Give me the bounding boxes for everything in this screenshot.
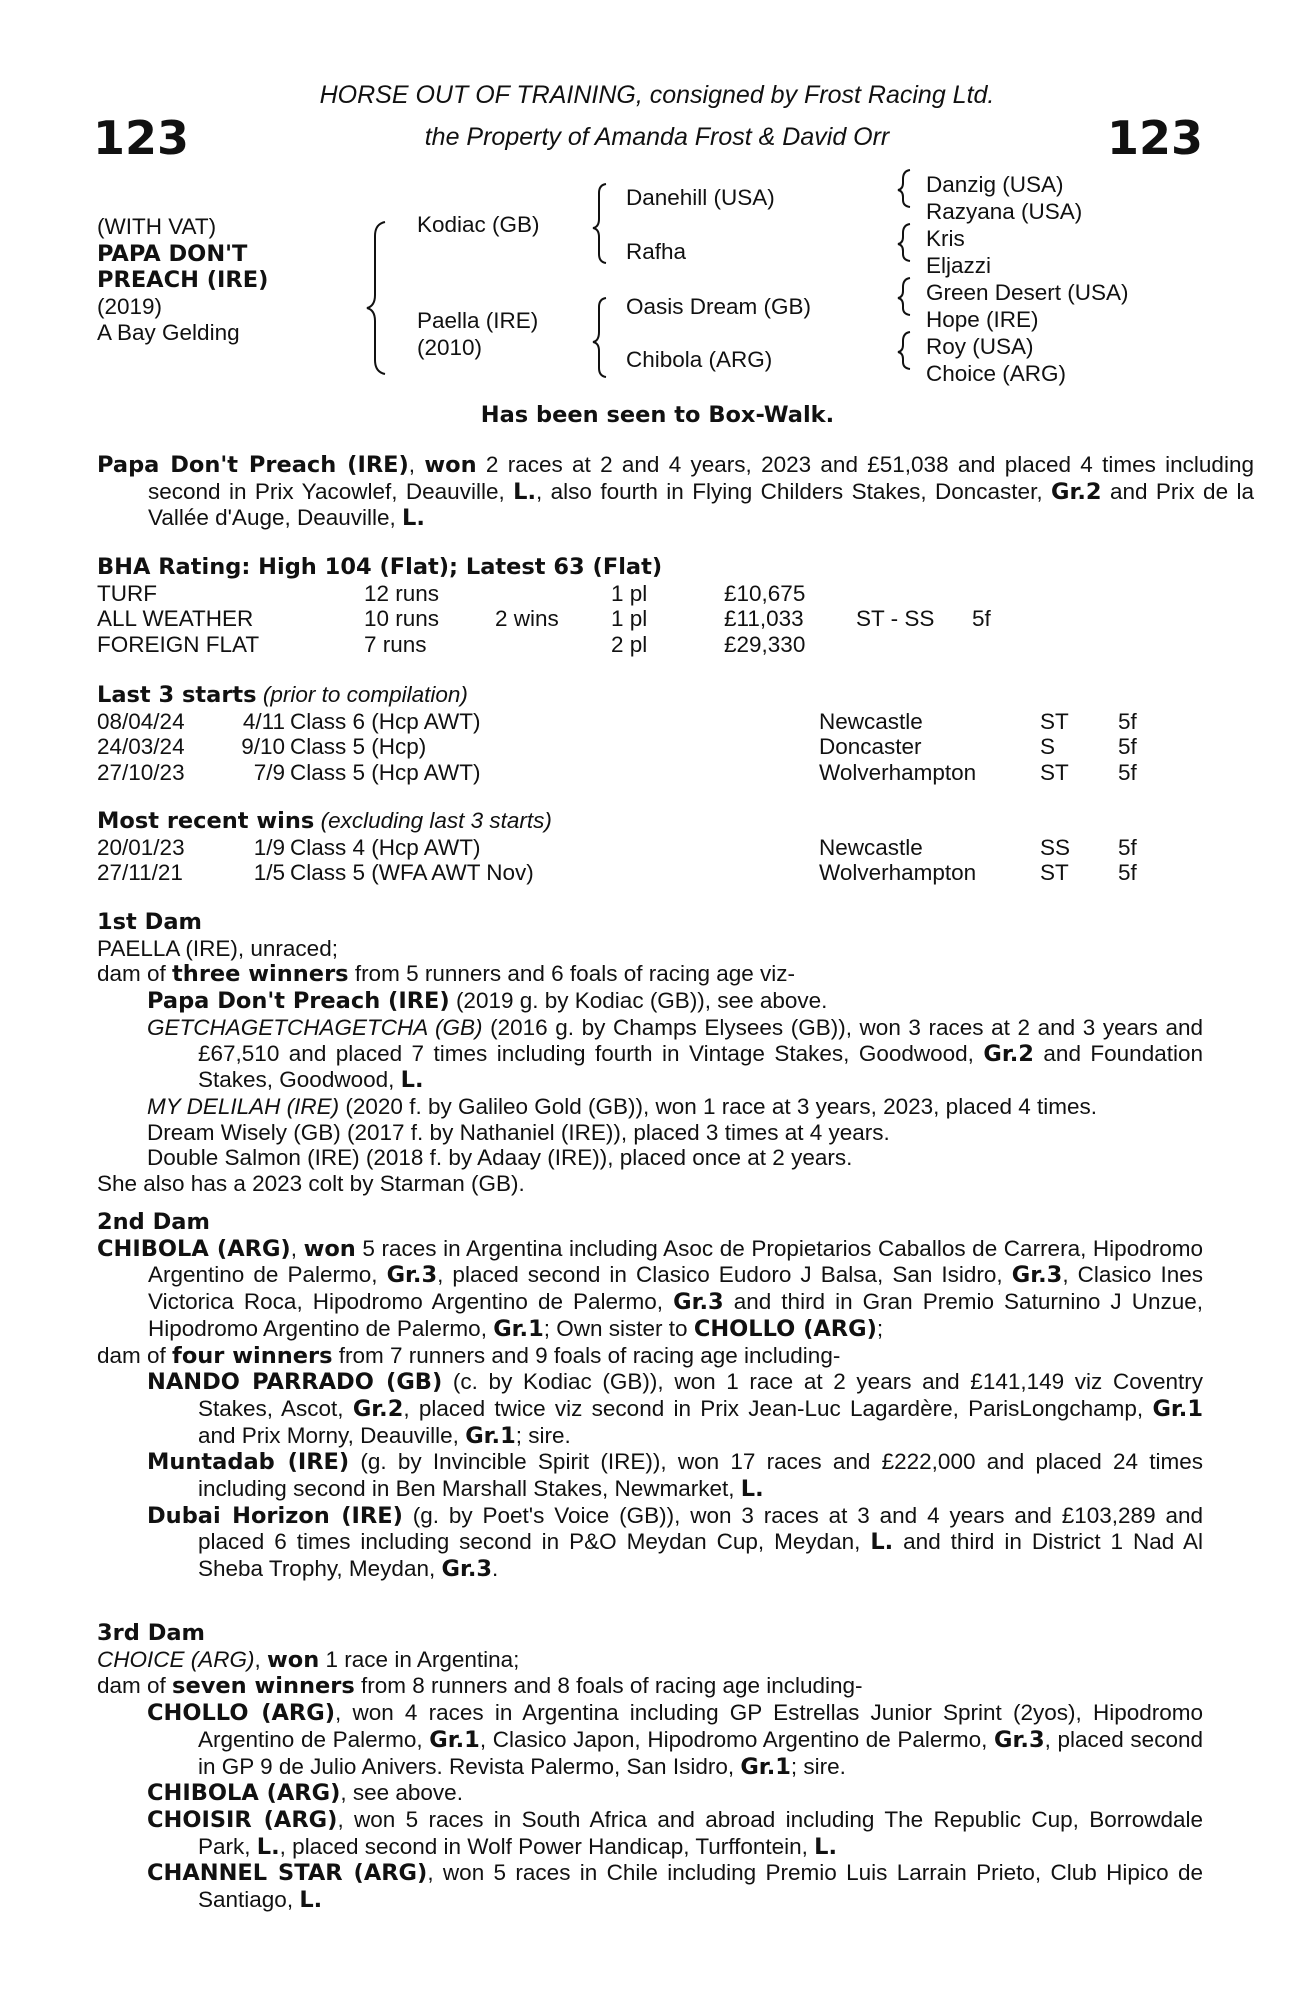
bha-prize: £10,675 xyxy=(724,580,806,606)
pedigree-sire-sire: Danehill (USA) xyxy=(626,185,775,210)
produce-entry xyxy=(97,1369,1203,1449)
listed-badge: L. xyxy=(870,1529,894,1556)
produce-text: , placed second in Wolf Power Handicap, Turffontein, xyxy=(279,1833,815,1859)
group-badge: Gr.3 xyxy=(994,1726,1045,1753)
start-class: Class 6 (Hcp AWT) xyxy=(290,708,481,734)
bha-prize: £11,033 xyxy=(724,606,804,632)
win-course: Wolverhampton xyxy=(819,860,977,886)
start-row xyxy=(97,760,1203,786)
dam-of-text: dam of xyxy=(97,1673,173,1699)
dam-text: , placed second in Clasico Eudoro J Balsa, San Isidro, xyxy=(437,1262,1012,1288)
won-label: won xyxy=(303,1235,356,1262)
g4-ancestor: Eljazzi xyxy=(926,253,992,278)
produce-entry xyxy=(97,1860,1203,1913)
bha-distance: 5f xyxy=(972,606,991,632)
produce-name: NANDO PARRADO (GB) xyxy=(147,1369,443,1396)
summary-text: 2 races at 2 and 4 years, 2023 and £51,038 and placed 4 times including second in Prix Yacowlef, Deauville, xyxy=(148,452,1254,504)
listed-badge: L. xyxy=(256,1833,280,1860)
bha-rating-section xyxy=(97,555,1203,658)
produce-entry xyxy=(97,1449,1203,1502)
section-title: 3rd Dam xyxy=(97,1620,205,1646)
win-course: Newcastle xyxy=(819,834,923,860)
start-course: Doncaster xyxy=(819,734,922,760)
section-title: Most recent wins xyxy=(97,808,315,834)
group-badge: Gr.3 xyxy=(1011,1262,1063,1289)
group-badge: Gr.1 xyxy=(740,1753,791,1780)
group-badge: Gr.3 xyxy=(441,1556,493,1583)
dam-of-line xyxy=(97,1673,1203,1700)
win-distance: 5f xyxy=(1118,860,1137,886)
win-position: 1/5 xyxy=(253,860,285,886)
group-badge: Gr.1 xyxy=(493,1315,544,1342)
header-property: the Property of Amanda Frost & David Orr xyxy=(424,123,890,151)
produce-name: Muntadab (IRE) xyxy=(147,1449,350,1476)
horse-description: A Bay Gelding xyxy=(97,320,240,345)
most-recent-wins xyxy=(97,808,1203,886)
sibling-name: CHOLLO (ARG) xyxy=(693,1315,877,1342)
produce-text: , won 4 races in Argentina including GP Estrellas Junior Sprint (2yos), Hipodromo Argentino de Palermo, xyxy=(198,1700,1203,1752)
listed-badge: L. xyxy=(513,478,537,505)
dam-of-line xyxy=(97,1343,1203,1370)
produce-entry: Dream Wisely (GB) (2017 f. by Nathaniel (IRE)), placed 3 times at 4 years. xyxy=(147,1119,890,1145)
produce-entry xyxy=(97,1503,1203,1583)
produce-text: (c. by Kodiac (GB)), won 1 race at 2 years and £141,149 viz Coventry Stakes, Ascot, xyxy=(198,1369,1203,1421)
win-distance: 5f xyxy=(1118,834,1137,860)
bha-going: ST - SS xyxy=(856,606,935,632)
dam-of-text: dam of xyxy=(97,1342,173,1368)
produce-text: , won 5 races in South Africa and abroad including The Republic Cup, Borrowdale Park, xyxy=(198,1806,1203,1859)
win-date: 27/11/21 xyxy=(97,860,183,886)
produce-name: CHIBOLA (ARG) xyxy=(147,1780,341,1807)
win-date: 20/01/23 xyxy=(97,834,185,860)
pedigree-dam-sire: Oasis Dream (GB) xyxy=(626,294,812,319)
group-badge: Gr.3 xyxy=(673,1289,724,1316)
produce-name: CHOISIR (ARG) xyxy=(147,1806,338,1833)
win-going: SS xyxy=(1040,834,1071,860)
bha-wins: 2 wins xyxy=(495,606,559,632)
group-badge: Gr.2 xyxy=(1050,478,1102,505)
dam-of-text: from 8 runners and 8 foals of racing age including- xyxy=(354,1673,863,1699)
listed-badge: L. xyxy=(400,1067,424,1094)
win-class: Class 4 (Hcp AWT) xyxy=(290,834,481,860)
also-has-line: She also has a 2023 colt by Starman (GB). xyxy=(97,1171,525,1197)
bha-runs: 7 runs xyxy=(364,632,427,658)
listed-badge: L. xyxy=(402,505,425,532)
produce-text: (g. by Invincible Spirit (IRE)), won 17 races and £222,000 and placed 24 times including second in Ben Marshall Stakes, Newmarket, xyxy=(198,1449,1203,1502)
header-consignor: HORSE OUT OF TRAINING, consigned by Frost Racing Ltd. xyxy=(319,81,995,109)
start-class: Class 5 (Hcp) xyxy=(290,734,427,760)
produce-text: , placed twice viz second in Prix Jean-Luc Lagardère, ParisLongchamp, xyxy=(403,1395,1153,1421)
produce-text: and Prix Morny, Deauville, xyxy=(198,1422,466,1448)
section-subtitle: (prior to compilation) xyxy=(262,682,468,707)
produce-text: (2019 g. by Kodiac (GB)), see above. xyxy=(449,988,828,1014)
start-date: 24/03/24 xyxy=(97,734,185,760)
dam-name: CHIBOLA (ARG) xyxy=(97,1235,291,1262)
bha-row xyxy=(97,632,1203,658)
produce-name: GETCHAGETCHAGETCHA (GB) xyxy=(147,1014,483,1040)
win-going: ST xyxy=(1040,860,1069,886)
group-badge: Gr.2 xyxy=(352,1395,404,1422)
produce-text: , placed second in GP 9 de Julio Anivers. Revista Palermo, San Isidro, xyxy=(198,1726,1203,1779)
group-badge: Gr.2 xyxy=(983,1040,1034,1067)
first-dam-section xyxy=(97,910,1203,1197)
bha-rating-title: BHA Rating: High 104 (Flat); Latest 63 (Flat) xyxy=(97,554,663,580)
summary-text: , also fourth in Flying Childers Stakes, Doncaster, xyxy=(536,478,1051,504)
start-date: 27/10/23 xyxy=(97,760,185,786)
winners-count: three winners xyxy=(172,961,349,988)
start-distance: 5f xyxy=(1118,734,1137,760)
pedigree-dam: Paella (IRE) xyxy=(417,308,539,333)
vat-label: (WITH VAT) xyxy=(97,214,217,239)
produce-text: , Clasico Japon, Hipodromo Argentino de Palermo, xyxy=(479,1726,995,1752)
produce-entry xyxy=(97,1015,1203,1094)
start-distance: 5f xyxy=(1118,708,1137,734)
third-dam-section xyxy=(97,1621,1203,1914)
produce-text: (2020 f. by Galileo Gold (GB)), won 1 race at 3 years, 2023, placed 4 times. xyxy=(339,1093,1098,1119)
produce-entry xyxy=(97,988,1203,1015)
start-position: 4/11 xyxy=(242,708,285,734)
produce-name: CHOLLO (ARG) xyxy=(147,1700,336,1727)
produce-text: , won 5 races in Chile including Premio Luis Larrain Prieto, Club Hipico de Santiago, xyxy=(198,1860,1204,1913)
start-row xyxy=(97,734,1203,760)
start-class: Class 5 (Hcp AWT) xyxy=(290,760,481,786)
winners-count: seven winners xyxy=(172,1673,355,1700)
produce-text: and Foundation Stakes, Goodwood, xyxy=(198,1040,1203,1093)
section-title: 1st Dam xyxy=(97,909,202,935)
bha-prize: £29,330 xyxy=(724,632,806,658)
horse-year: (2019) xyxy=(97,293,163,319)
g4-ancestor: Danzig (USA) xyxy=(926,172,1064,197)
dam-text: ; xyxy=(876,1315,884,1341)
dam-of-text: from 5 runners and 6 foals of racing age viz- xyxy=(348,961,796,987)
bha-runs: 10 runs xyxy=(364,606,440,632)
pedigree-sire-dam: Rafha xyxy=(626,239,687,264)
win-row xyxy=(97,835,1203,861)
group-badge: Gr.1 xyxy=(429,1726,480,1753)
dam-record xyxy=(97,1647,1203,1674)
start-position: 9/10 xyxy=(241,734,285,760)
g4-ancestor: Razyana (USA) xyxy=(926,199,1083,224)
dam-text: and third in Gran Premio Saturnino J Unzue, Hipodromo Argentino de Palermo, xyxy=(148,1289,1203,1341)
bha-row xyxy=(97,581,1203,607)
dam-line: PAELLA (IRE), unraced; xyxy=(97,935,338,961)
won-label: won xyxy=(424,452,477,478)
start-going: ST xyxy=(1040,708,1069,734)
produce-entry xyxy=(97,1780,1203,1807)
horse-name-line1: PAPA DON'T xyxy=(97,240,248,267)
won-label: won xyxy=(267,1646,320,1673)
section-title: Last 3 starts xyxy=(97,682,257,708)
bha-placed: 1 pl xyxy=(611,606,648,632)
g4-ancestor: Roy (USA) xyxy=(926,334,1034,359)
dam-text: 5 races in Argentina including Asoc de Propietarios Caballos de Carrera, Hipodromo Argentino de Palermo, xyxy=(148,1235,1203,1288)
bha-surface: FOREIGN FLAT xyxy=(97,632,260,658)
lot-number-right: 123 xyxy=(1106,111,1203,165)
g4-ancestor: Kris xyxy=(926,226,965,251)
bha-surface: ALL WEATHER xyxy=(97,606,254,632)
horse-name-line2: PREACH (IRE) xyxy=(97,267,269,293)
produce-name: Papa Don't Preach (IRE) xyxy=(147,988,450,1015)
g4-ancestor: Choice (ARG) xyxy=(926,361,1067,386)
listed-badge: L. xyxy=(814,1833,838,1860)
second-dam-section xyxy=(97,1210,1203,1583)
summary-text: and Prix de la Vallée d'Auge, Deauville, xyxy=(148,478,1254,531)
produce-text: , see above. xyxy=(340,1780,463,1806)
listed-badge: L. xyxy=(740,1476,764,1503)
produce-text: ; sire. xyxy=(515,1422,571,1448)
start-position: 7/9 xyxy=(253,760,285,786)
win-position: 1/9 xyxy=(253,834,285,860)
start-course: Newcastle xyxy=(819,708,923,734)
produce-entry xyxy=(97,1094,1203,1120)
start-course: Wolverhampton xyxy=(819,760,977,786)
bha-runs: 12 runs xyxy=(364,580,440,606)
box-walk-note: Has been seen to Box-Walk. xyxy=(480,402,835,428)
race-record-summary: Papa Don't Preach (IRE), won 2 races at 2 and 4 years, 2023 and £51,038 and placed 4 times including second in Prix Yacowlef, Deauville, L., also fourth in Flying Childers Stakes, Doncaster, Gr.2 and Prix de la Vallée d'Auge, Deauville, L. xyxy=(97,452,1254,532)
g4-ancestor: Hope (IRE) xyxy=(926,307,1039,332)
group-badge: Gr.1 xyxy=(1152,1395,1203,1422)
produce-text: . xyxy=(492,1556,499,1582)
bha-placed: 2 pl xyxy=(611,632,648,658)
last-three-starts xyxy=(97,682,1203,786)
produce-name: MY DELILAH (IRE) xyxy=(147,1093,340,1119)
horse-name: Papa Don't Preach (IRE) xyxy=(97,452,409,478)
bha-surface: TURF xyxy=(97,580,157,606)
produce-entry: Double Salmon (IRE) (2018 f. by Adaay (IRE)), placed once at 2 years. xyxy=(147,1145,853,1171)
dam-name: CHOICE (ARG) xyxy=(97,1646,255,1672)
dam-text: , Clasico Ines Victorica Roca, Hipodromo Argentino de Palermo, xyxy=(148,1262,1203,1315)
dam-record: CHIBOLA (ARG), won 5 races in Argentina including Asoc de Propietarios Caballos de Carrera, Hipodromo Argentino de Palermo, Gr.3, placed second in Clasico Eudoro J Balsa, San Isidro, Gr.3, Clasico Ines Victorica Roca, Hipodromo Argentino de Palermo, Gr.3 and third in Gran Premio Saturnino J Unzue, Hipodromo Argentino de Palermo, Gr.1; Own sister to CHOLLO (ARG); xyxy=(97,1235,1203,1342)
pedigree-sire: Kodiac (GB) xyxy=(417,212,540,237)
start-going: S xyxy=(1040,734,1056,760)
winners-count: four winners xyxy=(172,1342,333,1369)
bha-row xyxy=(97,606,1203,632)
start-date: 08/04/24 xyxy=(97,708,185,734)
dam-text: , xyxy=(254,1646,268,1672)
produce-entry xyxy=(97,1700,1203,1780)
produce-text: and third in District 1 Nad Al Sheba Trophy, Meydan, xyxy=(198,1529,1203,1582)
pedigree-dam-year: (2010) xyxy=(417,335,483,360)
produce-text: ; sire. xyxy=(790,1753,846,1779)
dam-of-line xyxy=(97,961,1203,988)
group-badge: Gr.1 xyxy=(465,1422,516,1449)
listed-badge: L. xyxy=(299,1887,323,1914)
dam-of-text: from 7 runners and 9 foals of racing age including- xyxy=(332,1342,841,1368)
bha-placed: 1 pl xyxy=(611,580,648,606)
pedigree-dam-dam: Chibola (ARG) xyxy=(626,347,773,372)
produce-text: (2016 g. by Champs Elysees (GB)), won 3 races at 2 and 3 years and £67,510 and placed 7 times including fourth in Vintage Stakes, Goodwood, xyxy=(198,1014,1203,1066)
section-title: 2nd Dam xyxy=(97,1209,210,1235)
pedigree-fourth-generation xyxy=(926,171,1129,387)
section-subtitle: (excluding last 3 starts) xyxy=(320,808,552,833)
produce-text: (g. by Poet's Voice (GB)), won 3 races at 3 and 4 years and £103,289 and placed 6 times including second in P&O Meydan Cup, Meydan, xyxy=(198,1502,1203,1555)
g4-ancestor: Green Desert (USA) xyxy=(926,280,1129,305)
dam-text: ; Own sister to xyxy=(543,1315,694,1341)
dam-of-text: dam of xyxy=(97,961,173,987)
win-class: Class 5 (WFA AWT Nov) xyxy=(290,860,534,886)
lot-number-left: 123 xyxy=(93,111,190,165)
win-row xyxy=(97,860,1203,886)
produce-name: Dubai Horizon (IRE) xyxy=(147,1502,403,1529)
produce-name: CHANNEL STAR (ARG) xyxy=(147,1860,428,1887)
produce-entry xyxy=(97,1807,1203,1860)
start-going: ST xyxy=(1040,760,1069,786)
start-row xyxy=(97,709,1203,735)
dam-text: 1 race in Argentina; xyxy=(319,1646,520,1672)
start-distance: 5f xyxy=(1118,760,1137,786)
group-badge: Gr.3 xyxy=(386,1262,438,1289)
